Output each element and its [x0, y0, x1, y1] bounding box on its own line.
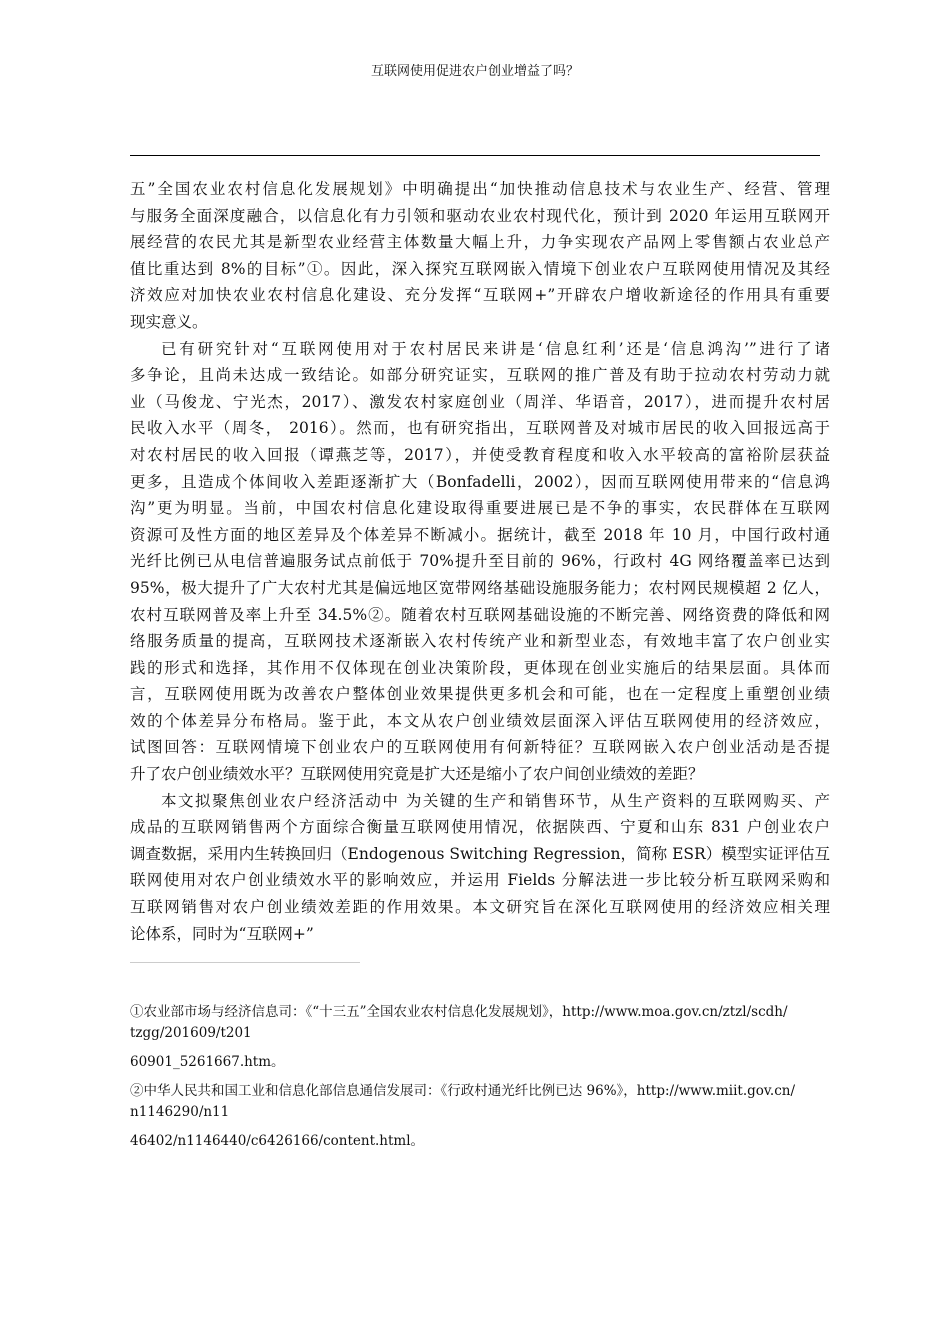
footnotes [130, 1002, 830, 1160]
paragraph-line: 试图回答：互联网情境下创业农户的互联网使用有何新特征？互联网嵌入农户创业活动是否提 [130, 738, 830, 757]
paragraph-line: 言，互联网使用既为改善农户整体创业效果提供更多机会和可能，也在一定程度上重塑创业绩 [130, 685, 830, 704]
paragraph-line: 论体系，同时为“互联网+” [130, 924, 314, 943]
paragraph-line: 升了农户创业绩效水平？互联网使用究竟是扩大还是缩小了农户间创业绩效的差距？ [130, 765, 704, 784]
paragraph-line: 民收入水平（周冬， 2016）。然而，也有研究指出，互联网普及对城市居民的收入回报远高于 [130, 419, 830, 438]
footnote [130, 1081, 830, 1123]
paragraph-line: 效的个体差异分布格局。鉴于此，本文从农户创业绩效层面深入评估互联网使用的经济效应， [130, 711, 830, 730]
paragraph-line: 互联网销售对农户创业绩效差距的作用效果。本文研究旨在深化互联网使用的经济效应相关理 [130, 898, 830, 917]
running-header: 互联网使用促进农户创业增益了吗？ [370, 64, 579, 79]
paragraph-line: 展经营的农民尤其是新型农业经营主体数量大幅上升，力争实现农产品网上零售额占农业总产 [130, 233, 830, 252]
footnote-line: tzgg/201609/t201 [130, 1025, 252, 1041]
paragraph-line: 业（马俊龙、宁光杰，2017）、激发农村家庭创业（周洋、华语音，2017），进而提升农村居 [130, 392, 830, 411]
paragraph-line: 践的形式和选择，其作用不仅体现在创业决策阶段，更体现在创业实施后的结果层面。具体而 [130, 658, 830, 677]
paragraph-line: 成品的互联网销售两个方面综合衡量互联网使用情况，依据陕西、宁夏和山东 831 户创业农户 [130, 818, 830, 837]
paragraph-line: 光纤比例已从电信普遍服务试点前低于 70%提升至目前的 96%，行政村 4G 网络覆盖率已达到 [130, 552, 830, 571]
body-text [130, 176, 830, 947]
footnote-line: ①农业部市场与经济信息司：《“十三五”全国农业农村信息化发展规划》，http://www.moa.gov.cn/ztzl/scdh/ [130, 1004, 788, 1020]
paragraph-line: 多争论，且尚未达成一致结论。如部分研究证实，互联网的推广普及有助于拉动农村劳动力就 [130, 366, 830, 385]
paragraph-line: 更多，且造成个体间收入差距逐渐扩大（Bonfadelli，2002），因而互联网使用带来的“信息鸿 [130, 472, 830, 491]
footnote-line: ②中华人民共和国工业和信息化部信息通信发展司：《行政村通光纤比例已达 96%》，http://www.miit.gov.cn/ [130, 1083, 796, 1099]
footnote-line: n1146290/n11 [130, 1104, 230, 1120]
paragraph-line: 本文拟聚焦创业农户经济活动中 为关键的生产和销售环节，从生产资料的互联网购买、产 [161, 791, 830, 810]
footnote-continuation: 60901_5261667.htm。 [130, 1054, 285, 1070]
paragraph-line: 对农村居民的收入回报（谭燕芝等，2017），并使受教育程度和收入水平较高的富裕阶层获益 [130, 445, 830, 464]
header-rule [130, 155, 820, 156]
footnote-continuation: 46402/n1146440/c6426166/content.html。 [130, 1133, 425, 1149]
footnote [130, 1002, 830, 1044]
paragraph-line: 沟”更为明显。当前，中国农村信息化建设取得重要进展已是不争的事实，农民群体在互联网 [130, 499, 830, 518]
footnote-rule [130, 962, 360, 963]
paragraph-line: 已有研究针对“互联网使用对于农村居民来讲是‘信息红利’还是‘信息鸿沟’”进行了诸 [161, 339, 830, 358]
paragraph-line: 调查数据，采用内生转换回归（Endogenous Switching Regression，简称 ESR）模型实证评估互 [130, 844, 830, 863]
paragraph-line: 值比重达到 8%的目标”①。因此，深入探究互联网嵌入情境下创业农户互联网使用情况及其经 [130, 259, 830, 278]
paragraph-line: 五”全国农业农村信息化发展规划》中明确提出“加快推动信息技术与农业生产、经营、管理 [130, 180, 830, 198]
paragraph-line: 资源可及性方面的地区差异及个体差异不断减小。据统计，截至 2018 年 10 月，中国行政村通 [130, 525, 830, 544]
paragraph-line: 济效应对加快农业农村信息化建设、充分发挥“互联网+”开辟农户增收新途径的作用具有重要 [130, 286, 830, 305]
paragraph-line: 与服务全面深度融合，以信息化有力引领和驱动农业农村现代化，预计到 2020 年运用互联网开 [130, 206, 830, 225]
paragraph-line: 络服务质量的提高，互联网技术逐渐嵌入农村传统产业和新型业态，有效地丰富了农户创业实 [130, 632, 830, 651]
paragraph-line: 联网使用对农户创业绩效水平的影响效应，并运用 Fields 分解法进一步比较分析互联网采购和 [130, 871, 830, 890]
paragraph-line: 现实意义。 [130, 312, 208, 331]
paragraph-line: 95%，极大提升了广大农村尤其是偏远地区宽带网络基础设施服务能力；农村网民规模超 2 亿人， [130, 578, 830, 597]
paragraph-line: 农村互联网普及率上升至 34.5%②。随着农村互联网基础设施的不断完善、网络资费的降低和网 [130, 605, 830, 624]
